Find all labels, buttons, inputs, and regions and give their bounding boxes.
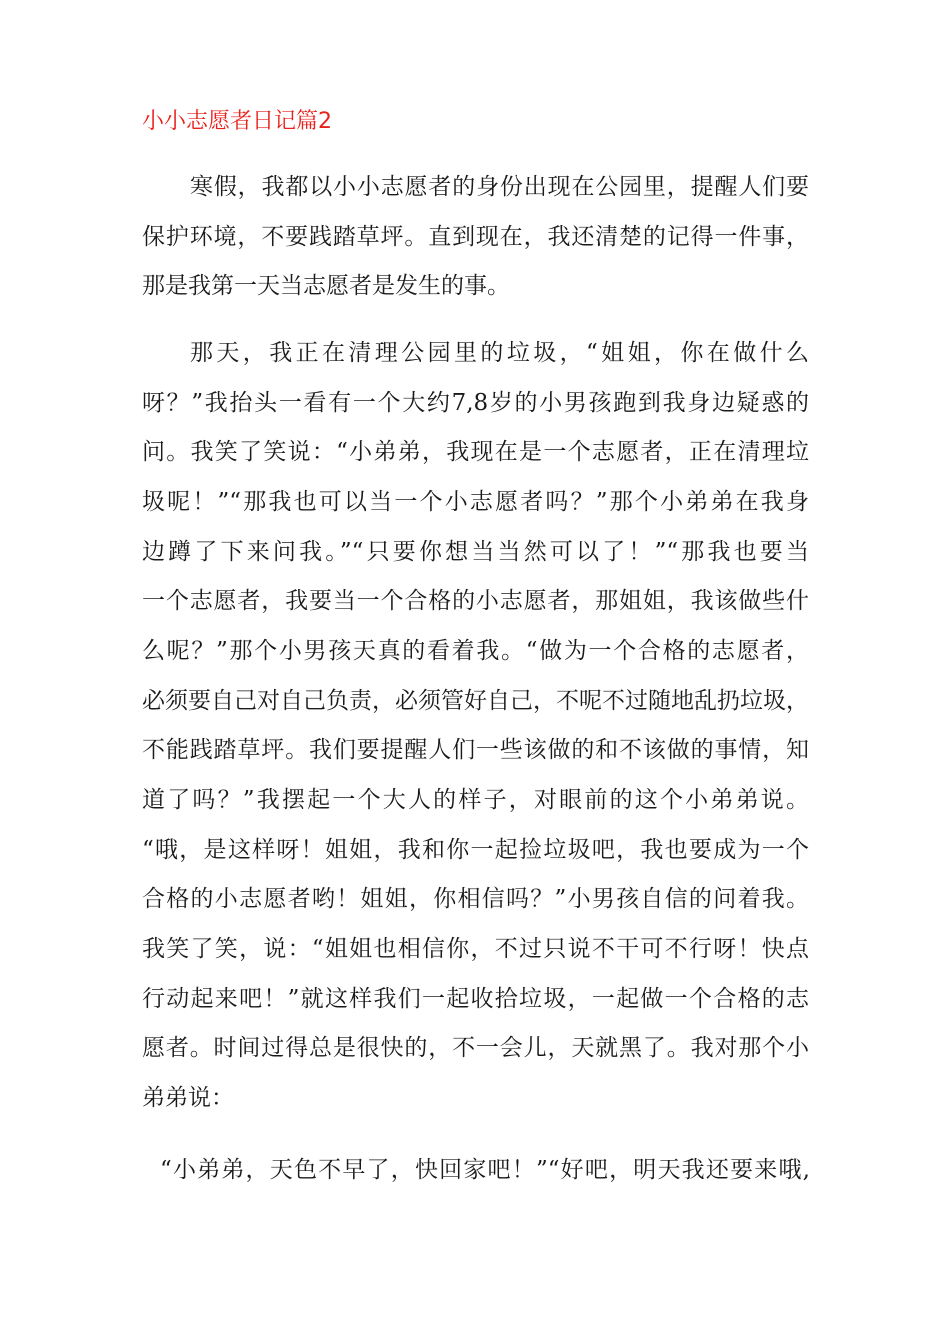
- paragraph-2-line-12: 合格的小志愿者哟！姐姐，你相信吗？”小男孩自信的问着我。: [142, 886, 809, 912]
- paragraph-2-line-14: 行动起来吧！”就这样我们一起收拾垃圾，一起做一个合格的志: [142, 986, 809, 1012]
- paragraph-2-line-5: 边蹲了下来问我。”“只要你想当当然可以了！”“那我也要当: [142, 539, 809, 565]
- paragraph-1-line-2: 保护环境，不要践踏草坪。直到现在，我还清楚的记得一件事，: [142, 224, 809, 250]
- document-title: 小小志愿者日记篇2: [142, 109, 332, 134]
- paragraph-2-line-2: 呀？”我抬头一看有一个大约7,8岁的小男孩跑到我身边疑惑的: [142, 390, 809, 416]
- paragraph-2-line-7: 么呢？”那个小男孩天真的看着我。“做为一个合格的志愿者，: [142, 638, 809, 664]
- paragraph-2-line-8: 必须要自己对自己负责，必须管好自己，不呢不过随地乱扔垃圾，: [142, 688, 809, 714]
- paragraph-1-line-1: 寒假，我都以小小志愿者的身份出现在公园里，提醒人们要: [190, 174, 809, 200]
- paragraph-2-line-13: 我笑了笑，说：“姐姐也相信你，不过只说不干可不行呀！快点: [142, 936, 809, 962]
- paragraph-2-line-6: 一个志愿者，我要当一个合格的小志愿者，那姐姐，我该做些什: [142, 588, 809, 614]
- paragraph-2-line-16: 弟弟说：: [142, 1085, 234, 1111]
- paragraph-2-line-9: 不能践踏草坪。我们要提醒人们一些该做的和不该做的事情，知: [142, 737, 809, 763]
- paragraph-3-line-1: “小弟弟，天色不早了，快回家吧！”“好吧，明天我还要来哦,: [160, 1157, 810, 1183]
- paragraph-2-line-4: 圾呢！”“那我也可以当一个小志愿者吗？”那个小弟弟在我身: [142, 489, 809, 515]
- paragraph-1-line-3: 那是我第一天当志愿者是发生的事。: [142, 273, 510, 299]
- paragraph-2-line-10: 道了吗？”我摆起一个大人的样子，对眼前的这个小弟弟说。: [142, 787, 809, 813]
- paragraph-2-line-11: “哦，是这样呀！姐姐，我和你一起捡垃圾吧，我也要成为一个: [142, 837, 809, 863]
- paragraph-2-line-1: 那天，我正在清理公园里的垃圾，“姐姐，你在做什么: [190, 340, 809, 366]
- paragraph-2-line-15: 愿者。时间过得总是很快的，不一会儿，天就黑了。我对那个小: [142, 1035, 809, 1061]
- paragraph-2-line-3: 问。我笑了笑说：“小弟弟，我现在是一个志愿者，正在清理垃: [142, 439, 809, 465]
